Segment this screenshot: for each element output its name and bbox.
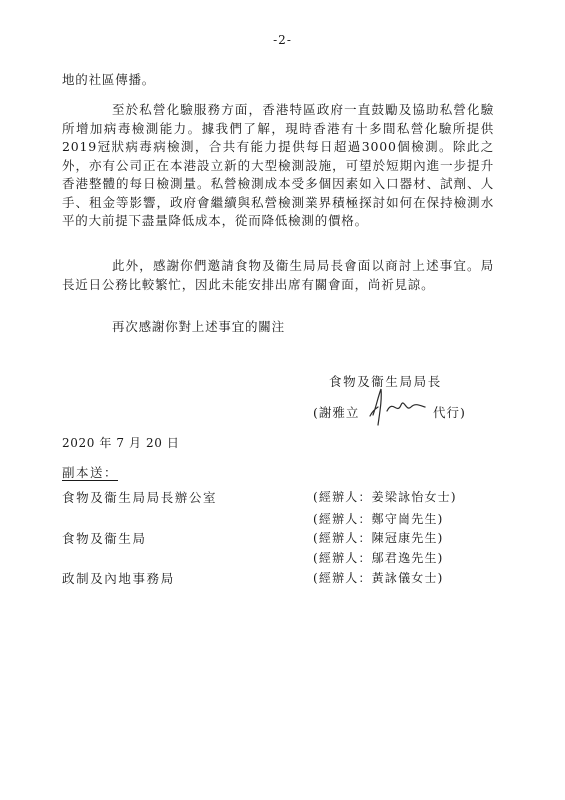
cc-contact: (經辦人：鄭守崗先生): [313, 512, 444, 526]
cc-contact: (經辦人：姜梁詠怡女士): [313, 490, 457, 504]
cc-contact: (經辦人：黃詠儀女士): [313, 571, 444, 585]
cc-department: 食物及衞生局局長辦公室: [62, 490, 218, 505]
signature-block: [313, 401, 473, 425]
page-number: -2-: [273, 33, 292, 47]
handwritten-signature: [367, 385, 429, 429]
cc-heading: 副本送：: [62, 465, 119, 480]
cc-department: 食物及衞生局: [62, 531, 147, 546]
paragraph-continuation: 地的社區傳播。: [62, 72, 156, 87]
signatory-title: 食物及衞生局局長: [329, 374, 442, 389]
paragraph-private-testing: 至於私營化驗服務方面，香港特區政府一直鼓勵及協助私營化驗所增加病毒檢測能力。據我們了解，現時香港有十多間私營化驗所提供2019冠狀病毒病檢測，合共有能力提供每日超過3000個檢測。除此之外，亦有公司正在本港設立新的大型檢測設施，可望於短期內進一步提升香港整體的每日檢測量。私營檢測成本受多個因素如入口器材、試劑、人手、租金等影響，政府會繼續與私營檢測業界積極探討如何在保持檢測水平的大前提下盡量降低成本，從而降低檢測的價格。: [62, 102, 494, 228]
signatory-role: 代行): [433, 405, 466, 420]
signatory-name: (謝雅立: [313, 405, 360, 420]
cc-contact: (經辦人：鄔君逸先生): [313, 551, 444, 565]
paragraph-closing-thanks: 再次感謝你對上述事宜的關注: [112, 319, 285, 334]
paragraph-meeting-invitation: 此外，感謝你們邀請食物及衞生局局長會面以商討上述事宜。局長近日公務比較繁忙，因此未能安排出席有關會面，尚祈見諒。: [62, 258, 494, 292]
cc-contact: (經辦人：陳冠康先生): [313, 531, 444, 545]
letter-date: 2020 年 7 月 20 日: [62, 436, 180, 450]
cc-department: 政制及內地事務局: [62, 571, 175, 586]
